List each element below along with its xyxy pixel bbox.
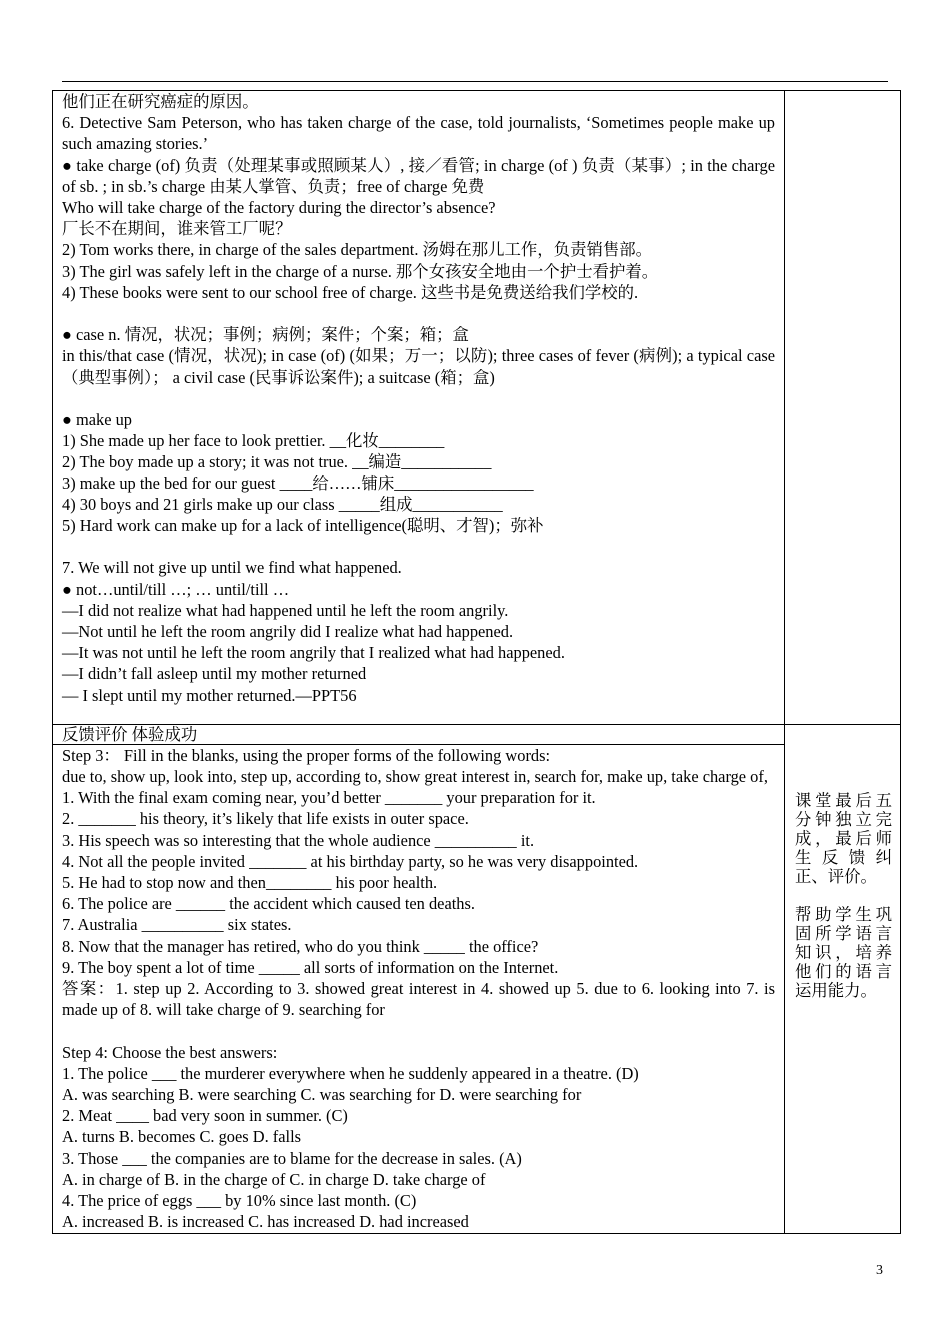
section1-content: [53, 91, 784, 724]
lesson-table: [52, 90, 901, 1234]
section2-line: 2. Meat ____ bad very soon in summer. (C): [62, 1106, 348, 1126]
section2-line: due to, show up, look into, step up, according to, show great interest in, search for, make up, take charge of,: [62, 767, 768, 787]
section1-line: —It was not until he left the room angrily that I realized what had happened.: [62, 643, 565, 663]
section2-line: Step 3： Fill in the blanks, using the proper forms of the following words:: [62, 745, 551, 765]
section1-line: ● make up: [62, 410, 132, 430]
section1-line: [62, 303, 775, 324]
page-number: 3: [876, 1263, 883, 1278]
section1-notes-cell: [785, 91, 901, 725]
section2-line: A. increased B. is increased C. has increased D. had increased: [62, 1212, 469, 1232]
section2-line: 5. He had to stop now and then________ his poor health.: [62, 873, 438, 893]
section2-line: 8. Now that the manager has retired, who do you think _____ the office?: [62, 936, 539, 956]
section2-cell: [53, 724, 785, 1233]
header-rule: [62, 81, 888, 82]
teacher-notes: [785, 725, 900, 1000]
section1-line: —I did not realize what had happened until he left the room angrily.: [62, 600, 509, 620]
section2-line: Step 4: Choose the best answers:: [62, 1042, 278, 1062]
section2-line: A. turns B. becomes C. goes D. falls: [62, 1127, 302, 1147]
row-section2: [53, 724, 901, 1233]
section2-line: 1. With the final exam coming near, you’d better _______ your preparation for it.: [62, 788, 596, 808]
section1-line: — I slept until my mother returned.—PPT56: [62, 685, 357, 705]
note-1: 课堂最后五分钟独立完成，最后师生反馈纠正、评价。: [795, 790, 892, 886]
section2-line: 2. _______ his theory, it’s likely that life exists in outer space.: [62, 809, 469, 829]
section1-line: in this/that case (情况，状况); in case (of) (如果；万一；以防); three cases of fever (病例); a typical case（典型事例）； a civil case (民事诉讼案件); a suitcase (箱；盒): [62, 346, 775, 387]
section2-line: 4. Not all the people invited _______ at his birthday party, so he was very disappointed.: [62, 851, 639, 871]
section1-line: —Not until he left the room angrily did I realize what had happened.: [62, 622, 514, 642]
row-section1: [53, 91, 901, 725]
section2-line: 9. The boy spent a lot of time _____ all sorts of information on the Internet.: [62, 957, 559, 977]
section1-line: 3) make up the bed for our guest ____给……铺床_________________: [62, 473, 534, 493]
notes-cell: [785, 724, 901, 1233]
section1-line: 2) Tom works there, in charge of the sales department. 汤姆在那儿工作，负责销售部。: [62, 240, 653, 260]
section2-line: 3. Those ___ the companies are to blame for the decrease in sales. (A): [62, 1148, 522, 1168]
section1-line: 6. Detective Sam Peterson, who has taken charge of the case, told journalists, ‘Sometimes people make up such amazing stories.’: [62, 113, 775, 154]
section1-line: 2) The boy made up a story; it was not true. __编造___________: [62, 452, 492, 472]
section2-line: 6. The police are ______ the accident which caused ten deaths.: [62, 894, 475, 914]
section1-line: 7. We will not give up until we find what happened.: [62, 558, 402, 578]
section1-line: 1) She made up her face to look prettier. __化妆________: [62, 431, 445, 451]
section2-line: 3. His speech was so interesting that the whole audience __________ it.: [62, 830, 535, 850]
section2-line: A. in charge of B. in the charge of C. in charge D. take charge of: [62, 1169, 486, 1189]
section2-content: [53, 745, 784, 1233]
section1-line: 4) 30 boys and 21 girls make up our class _____组成___________: [62, 494, 503, 514]
feedback-header: 反馈评价 体验成功: [53, 725, 784, 745]
section2-line: 答案：1. step up 2. According to 3. showed great interest in 4. showed up 5. due to 6. looking into 7. is made up of 8. will take charge of 9. searching for: [62, 979, 775, 1020]
section1-line: 4) These books were sent to our school free of charge. 这些书是免费送给我们学校的.: [62, 282, 639, 302]
section1-line: [62, 388, 775, 409]
section2-line: 4. The price of eggs ___ by 10% since last month. (C): [62, 1191, 417, 1211]
section1-line: Who will take charge of the factory during the director’s absence?: [62, 198, 496, 218]
section1-line: ● not…until/till …; … until/till …: [62, 579, 290, 599]
section1-line: 5) Hard work can make up for a lack of intelligence(聪明、才智)；弥补: [62, 516, 544, 536]
section2-line: 1. The police ___ the murderer everywhere when he suddenly appeared in a theatre. (D): [62, 1063, 639, 1083]
section1-line: [62, 536, 775, 557]
section1-line: ● case n. 情况，状况；事例；病例；案件；个案；箱；盒: [62, 325, 469, 345]
section2-line: 7. Australia __________ six states.: [62, 915, 292, 935]
section2-line: A. was searching B. were searching C. was searching for D. were searching for: [62, 1085, 582, 1105]
section1-line: ● take charge (of) 负责（处理某事或照顾某人）, 接／看管; in charge (of ) 负责（某事）; in the charge of sb. ; in sb.’s charge 由某人掌管、负责；free of charge 免费: [62, 155, 775, 196]
section1-cell: [53, 91, 785, 725]
section1-line: 他们正在研究癌症的原因。: [62, 92, 259, 111]
section1-line: 厂长不在期间，谁来管工厂呢？: [62, 219, 292, 239]
section1-line: 3) The girl was safely left in the charge of a nurse. 那个女孩安全地由一个护士看护着。: [62, 261, 659, 281]
section2-line: [62, 1020, 775, 1041]
note-2: 帮助学生巩固所学语言知识，培养他们的语言运用能力。: [795, 904, 892, 1000]
section1-line: —I didn’t fall asleep until my mother returned: [62, 664, 367, 684]
